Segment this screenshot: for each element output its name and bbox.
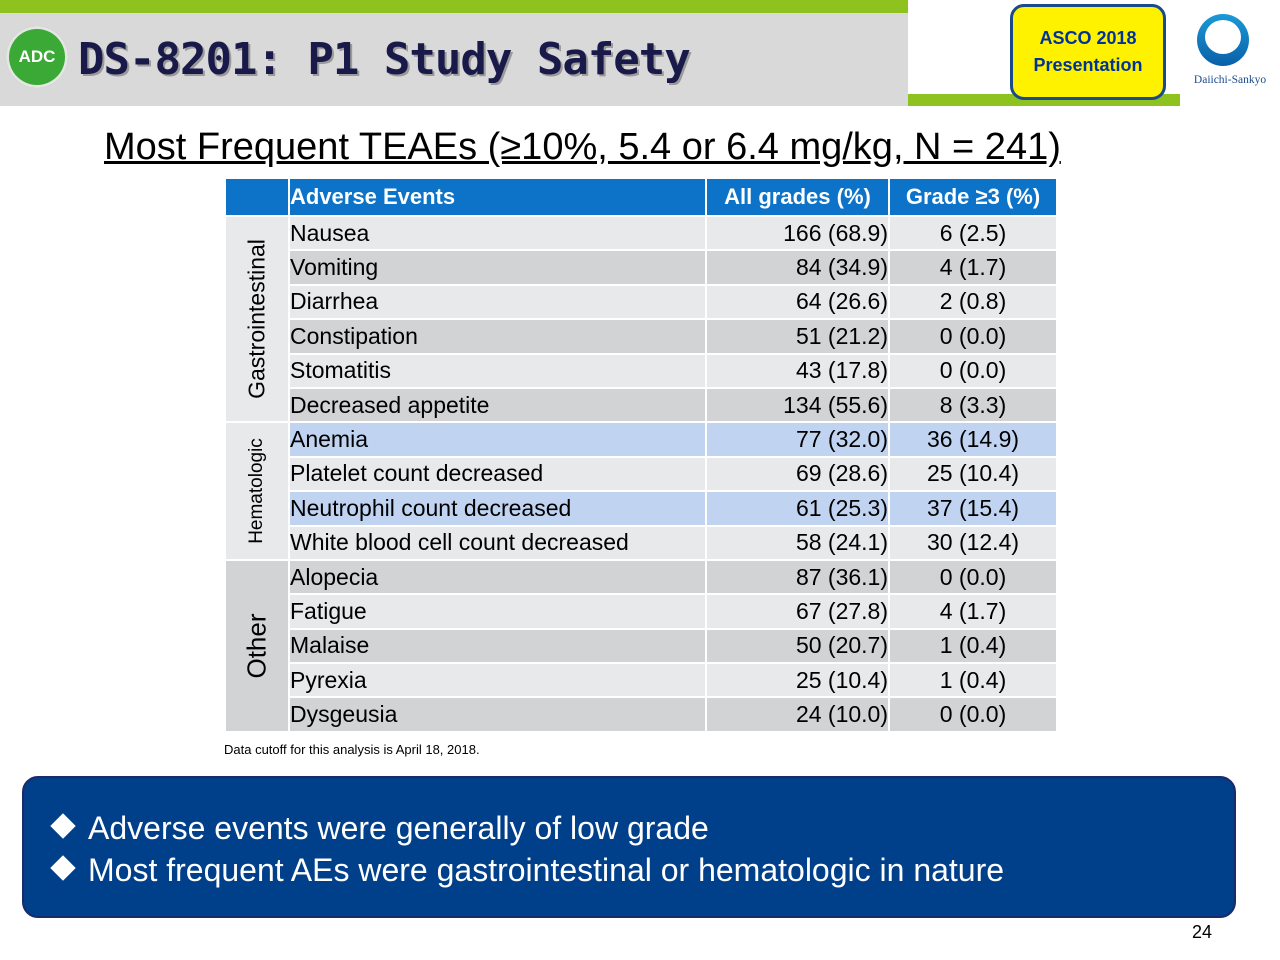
table-row <box>225 388 1057 422</box>
adc-badge: ADC <box>6 26 68 88</box>
category-gastrointestinal: Gastrointestinal <box>225 216 289 422</box>
table-row <box>225 216 1057 250</box>
table-row <box>225 354 1057 388</box>
table-row <box>225 560 1057 594</box>
all-grades-cell: 87 (36.1) <box>706 560 889 594</box>
all-grades-cell: 50 (20.7) <box>706 629 889 663</box>
grade-3-cell: 36 (14.9) <box>889 422 1057 456</box>
conference-line-1: ASCO 2018 <box>1039 28 1137 48</box>
event-cell: Fatigue <box>289 594 706 628</box>
all-grades-cell: 24 (10.0) <box>706 697 889 731</box>
event-cell: Pyrexia <box>289 663 706 697</box>
table-row <box>225 457 1057 491</box>
header-all-grades: All grades (%) <box>706 178 889 216</box>
summary-bullet-1-text: Adverse events were generally of low grade <box>88 810 709 846</box>
conference-line-2: Presentation <box>1033 55 1143 75</box>
all-grades-cell: 51 (21.2) <box>706 319 889 353</box>
event-cell: White blood cell count decreased <box>289 526 706 560</box>
table-row <box>225 663 1057 697</box>
slide-subtitle: Most Frequent TEAEs (≥10%, 5.4 or 6.4 mg/kg, N = 241) <box>104 126 1061 168</box>
grade-3-cell: 25 (10.4) <box>889 457 1057 491</box>
table-row <box>225 629 1057 663</box>
all-grades-cell: 61 (25.3) <box>706 491 889 525</box>
event-cell: Dysgeusia <box>289 697 706 731</box>
grade-3-cell: 0 (0.0) <box>889 319 1057 353</box>
grade-3-cell: 0 (0.0) <box>889 697 1057 731</box>
diamond-bullet-icon <box>50 855 75 880</box>
event-cell: Malaise <box>289 629 706 663</box>
table-row <box>225 422 1057 456</box>
category-other: Other <box>225 560 289 732</box>
table-row <box>225 250 1057 284</box>
all-grades-cell: 134 (55.6) <box>706 388 889 422</box>
logo-inner-icon <box>1205 20 1241 54</box>
table-row <box>225 285 1057 319</box>
slide-title: DS-8201: P1 Study Safety <box>78 34 690 85</box>
summary-bullet-2-text: Most frequent AEs were gastrointestinal or hematologic in nature <box>88 852 1005 888</box>
event-cell: Nausea <box>289 216 706 250</box>
grade-3-cell: 0 (0.0) <box>889 560 1057 594</box>
header-green-stripe <box>0 0 908 13</box>
grade-3-cell: 8 (3.3) <box>889 388 1057 422</box>
grade-3-cell: 37 (15.4) <box>889 491 1057 525</box>
logo-text: Daiichi-Sankyo <box>1193 74 1267 86</box>
header-category <box>225 178 289 216</box>
page-number: 24 <box>1192 922 1213 942</box>
conference-badge <box>1010 4 1166 100</box>
event-cell: Anemia <box>289 422 706 456</box>
grade-3-cell: 4 (1.7) <box>889 594 1057 628</box>
all-grades-cell: 25 (10.4) <box>706 663 889 697</box>
category-hematologic: Hematologic <box>225 422 289 560</box>
all-grades-cell: 43 (17.8) <box>706 354 889 388</box>
table-row <box>225 697 1057 731</box>
table-row <box>225 594 1057 628</box>
grade-3-cell: 6 (2.5) <box>889 216 1057 250</box>
table-row <box>225 526 1057 560</box>
table-row <box>225 491 1057 525</box>
grade-3-cell: 1 (0.4) <box>889 663 1057 697</box>
header-adverse-events: Adverse Events <box>289 178 706 216</box>
all-grades-cell: 67 (27.8) <box>706 594 889 628</box>
data-cutoff-footnote: Data cutoff for this analysis is April 18, 2018. <box>224 742 480 757</box>
all-grades-cell: 77 (32.0) <box>706 422 889 456</box>
grade-3-cell: 2 (0.8) <box>889 285 1057 319</box>
summary-bullet-1 <box>48 810 709 847</box>
adverse-events-table <box>224 177 1058 733</box>
event-cell: Platelet count decreased <box>289 457 706 491</box>
all-grades-cell: 64 (26.6) <box>706 285 889 319</box>
event-cell: Stomatitis <box>289 354 706 388</box>
event-cell: Vomiting <box>289 250 706 284</box>
company-logo <box>1184 14 1276 94</box>
event-cell: Decreased appetite <box>289 388 706 422</box>
grade-3-cell: 1 (0.4) <box>889 629 1057 663</box>
event-cell: Neutrophil count decreased <box>289 491 706 525</box>
grade-3-cell: 4 (1.7) <box>889 250 1057 284</box>
event-cell: Alopecia <box>289 560 706 594</box>
table-header-row <box>225 178 1057 216</box>
summary-box <box>22 776 1236 918</box>
summary-bullet-2 <box>48 852 1004 889</box>
event-cell: Diarrhea <box>289 285 706 319</box>
event-cell: Constipation <box>289 319 706 353</box>
all-grades-cell: 58 (24.1) <box>706 526 889 560</box>
grade-3-cell: 0 (0.0) <box>889 354 1057 388</box>
all-grades-cell: 69 (28.6) <box>706 457 889 491</box>
header-grade-3: Grade ≥3 (%) <box>889 178 1057 216</box>
all-grades-cell: 166 (68.9) <box>706 216 889 250</box>
grade-3-cell: 30 (12.4) <box>889 526 1057 560</box>
all-grades-cell: 84 (34.9) <box>706 250 889 284</box>
diamond-bullet-icon <box>50 813 75 838</box>
table-row <box>225 319 1057 353</box>
